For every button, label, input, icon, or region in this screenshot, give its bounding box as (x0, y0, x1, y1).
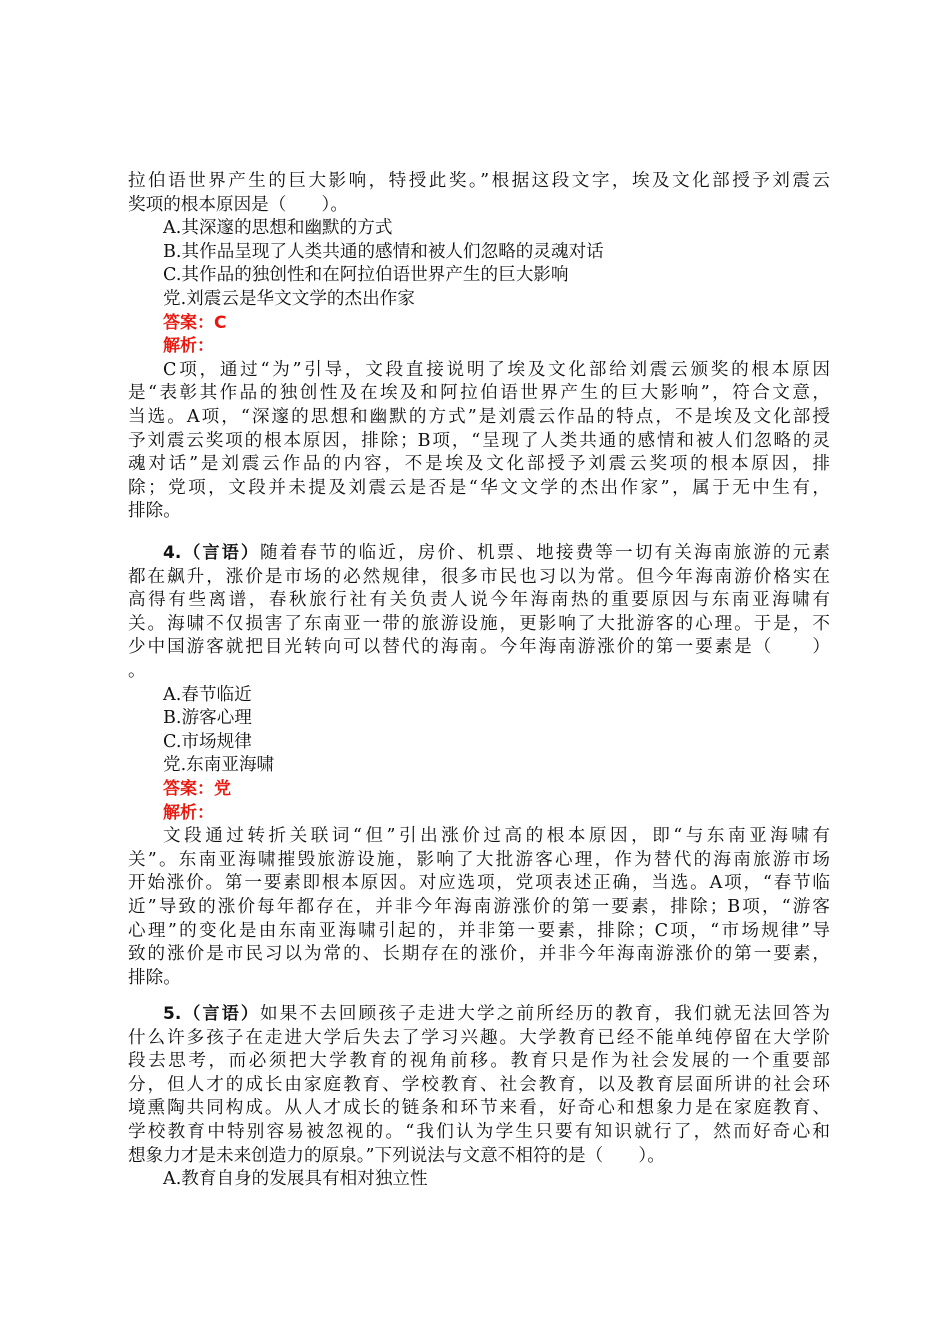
q4-analysis-line: 开始涨价。第一要素即根本原因。对应选项，党项表述正确，当选。A项，“春节临 (128, 873, 830, 894)
q4-option-a: A.春节临近 (163, 684, 252, 705)
q4-option-b: B.游客心理 (163, 708, 252, 729)
q5-stem-line (128, 1003, 830, 1027)
q3-analysis-line: 魂对话”是刘震云作品的内容，不是埃及文化部授予刘震云奖项的根本原因，排 (128, 454, 830, 475)
q4-number: 4.（言语） (163, 543, 260, 563)
q5-stem-line: 什么许多孩子在走进大学后失去了学习兴趣。大学教育已经不能单纯停留在大学阶 (128, 1027, 830, 1048)
q5-option-a: A.教育自身的发展具有相对独立性 (163, 1169, 428, 1190)
q3-option-c: C.其作品的独创性和在阿拉伯语世界产生的巨大影响 (163, 265, 569, 286)
q4-analysis-line: 关”。东南亚海啸摧毁旅游设施，影响了大批游客心理，作为替代的海南旅游市场 (128, 849, 830, 870)
q3-analysis-line: 予刘震云奖项的根本原因，排除；B项，“呈现了人类共通的感情和被人们忽略的灵 (128, 430, 830, 451)
q3-analysis-line: C项，通过“为”引导，文段直接说明了埃及文化部给刘震云颁奖的根本原因 (163, 359, 830, 380)
question-3 (128, 170, 830, 524)
q4-analysis-label: 解析： (163, 802, 214, 823)
q4-analysis-line: 心理”的变化是由东南亚海啸引起的，并非第一要素，排除；C项，“市场规律”导 (128, 920, 830, 941)
q3-analysis-line: 是“表彰其作品的独创性及在埃及和阿拉伯语世界产生的巨大影响”，符合文意， (128, 383, 830, 404)
q4-analysis-line: 致的涨价是市民习以为常的、长期存在的涨价，并非今年海南游涨价的第一要素， (128, 944, 830, 965)
q5-stem-line: 想象力才是未来创造力的原泉。”下列说法与文意不相符的是（ ）。 (128, 1145, 665, 1166)
q5-stem-line: 学校教育中特别容易被忽视的。“我们认为学生只要有知识就行了，然而好奇心和 (128, 1121, 830, 1142)
q5-stem-line: 段去思考，而必须把大学教育的视角前移。教育只是作为社会发展的一个重要部 (128, 1051, 830, 1072)
q3-stem-line: 奖项的根本原因是（ ）。 (128, 194, 348, 215)
q4-analysis-line: 文段通过转折关联词“但”引出涨价过高的根本原因，即“与东南亚海啸有 (163, 826, 830, 847)
q5-stem-line: 分，但人才的成长由家庭教育、学校教育、社会教育，以及教育层面所讲的社会环 (128, 1074, 830, 1095)
q4-stem-line: 少中国游客就把目光转向可以替代的海南。今年海南游涨价的第一要素是（ ） (128, 637, 830, 658)
q3-answer: 答案：C (163, 312, 227, 333)
q4-stem-first: 随着春节的临近，房价、机票、地接费等一切有关海南旅游的元素 (259, 543, 830, 563)
q5-number: 5.（言语） (163, 1004, 260, 1024)
q4-stem-line: 关。海啸不仅损害了东南亚一带的旅游设施，更影响了大批游客的心理。于是，不 (128, 613, 830, 634)
q3-stem-line: 拉伯语世界产生的巨大影响，特授此奖。”根据这段文字，埃及文化部授予刘震云 (128, 171, 830, 191)
q3-analysis-label: 解析： (163, 336, 214, 357)
q4-stem-line: 高得有些离谱，春秋旅行社有关负责人说今年海南热的重要原因与东南亚海啸有 (128, 590, 830, 611)
q4-stem-line (128, 542, 830, 566)
q4-option-d: 党.东南亚海啸 (163, 755, 275, 776)
q4-analysis-line: 排除。 (128, 967, 181, 988)
q3-option-b: B.其作品呈现了人类共通的感情和被人们忽略的灵魂对话 (163, 241, 604, 262)
q3-option-d: 党.刘震云是华文文学的杰出作家 (163, 288, 415, 309)
q4-stem-line: 。 (128, 660, 146, 681)
q3-analysis-line: 除；党项，文段并未提及刘震云是否是“华文文学的杰出作家”，属于无中生有， (128, 477, 830, 498)
q5-stem-first: 如果不去回顾孩子走进大学之前所经历的教育，我们就无法回答为 (259, 1004, 830, 1024)
q5-stem-line: 境熏陶共同构成。从人才成长的链条和环节来看，好奇心和想象力是在家庭教育、 (128, 1098, 830, 1119)
q4-answer: 答案：党 (163, 778, 231, 799)
q3-analysis-line: 当选。A项，“深邃的思想和幽默的方式”是刘震云作品的特点，不是埃及文化部授 (128, 406, 830, 427)
q4-analysis-line: 近”导致的涨价每年都存在，并非今年海南游涨价的第一要素，排除；B项，“游客 (128, 896, 830, 917)
q3-analysis-line: 排除。 (128, 501, 181, 522)
q4-option-c: C.市场规律 (163, 731, 252, 752)
question-5 (128, 1003, 830, 1192)
q4-stem-line: 都在飙升，涨价是市场的必然规律，很多市民也习以为常。但今年海南游价格实在 (128, 566, 830, 587)
question-4 (128, 542, 830, 990)
q3-option-a: A.其深邃的思想和幽默的方式 (163, 218, 393, 239)
